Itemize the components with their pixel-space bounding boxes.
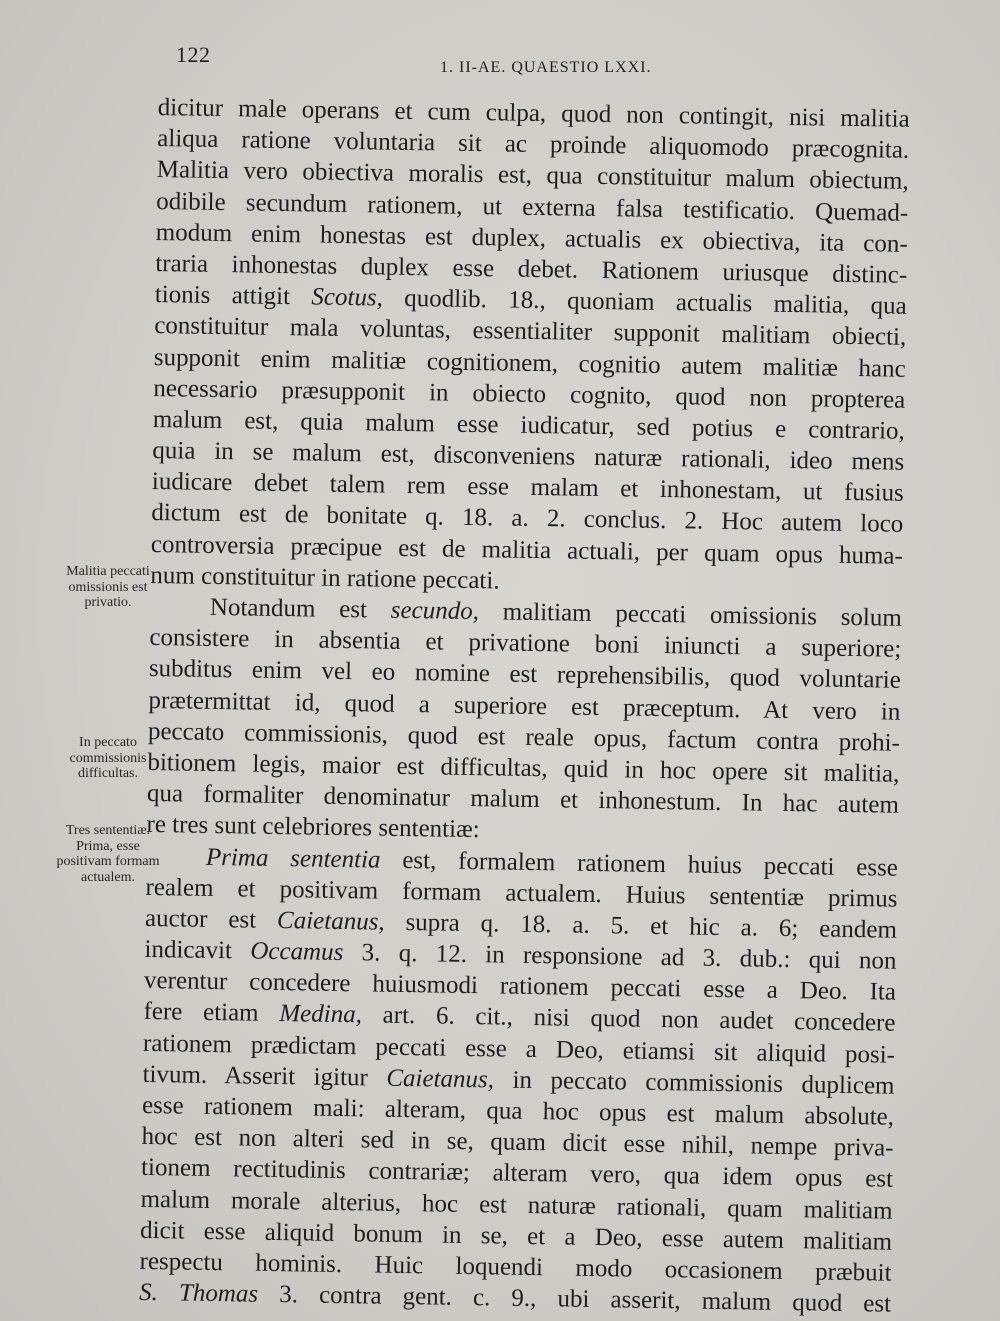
text-line: quia in se malum est, disconveniens naturæ rationali, ideo mens <box>152 437 905 476</box>
text-line: dicit esse aliquid bonum in se, et a Deo, esse autem malitiam <box>139 1216 893 1256</box>
text-line: dictum est de bonitate q. 18. a. 2. conclus. 2. Hoc autem loco <box>151 499 904 539</box>
body-text <box>139 92 910 1320</box>
text-line: realem et positivam formam actualem. Huius sententiæ primus <box>145 873 898 913</box>
emphasis: secundo, <box>390 596 480 626</box>
text-line: traria inhonestas duplex esse debet. Rationem uriusque distinc- <box>155 249 908 289</box>
author-name: Scotus, <box>311 283 384 312</box>
text-line: constituitur mala voluntas, essentialiter supponit malitiam obiecti, <box>154 312 907 352</box>
text-segment: auctor est <box>144 904 278 934</box>
text-line: supponit enim malitiæ cognitionem, cognitio autem malitiæ hanc <box>153 343 906 383</box>
emphasis: Prima sententia <box>205 843 381 874</box>
text-line: re tres sunt celebriores sententiæ: <box>146 811 480 844</box>
author-name: Caietanus, <box>276 906 385 936</box>
text-line: bitionem legis, maior est difficultas, quid in hoc opere sit malitia, <box>147 748 900 788</box>
page-number: 122 <box>176 42 211 67</box>
text-line: Malitia vero obiectiva moralis est, qua constituitur malum obiectum, <box>156 156 909 196</box>
author-name: Occamus <box>250 937 344 967</box>
text-segment: indicavit <box>144 935 251 965</box>
text-segment: 3. q. 12. in responsione ad 3. dub.: qui non <box>343 939 897 975</box>
text-line: peccato commissionis, quod est reale opus, factum contra prohi- <box>147 717 901 757</box>
text-line: consistere in absentia et privatione boni iniuncti a superiore; <box>149 624 902 663</box>
text-segment: quodlib. 18., quoniam actualis malitia, qua <box>382 284 907 320</box>
text-line: odibile secundum rationem, ut externa falsa testificatio. Quemad- <box>156 187 909 227</box>
marginal-note-commission: In peccato commissionis difficultas. <box>69 735 147 781</box>
marginal-note-omission: Malitia peccati omissionis est privatio. <box>66 564 150 610</box>
text-line: dicitur male operans et cum culpa, quod non contingit, nisi malitia <box>157 93 910 133</box>
text-line: num constituitur in ratione peccati. <box>150 561 500 595</box>
text-line: hoc est non alteri sed in se, quam dicit esse nihil, nempe priva- <box>141 1123 894 1162</box>
text-segment: malitiam peccati omissionis solum <box>478 598 903 632</box>
text-line: malum est, quia malum esse iudicatur, sed potius e contrario, <box>152 405 905 445</box>
text-segment: 3. contra gent. c. 9., ubi asserit, malum quod est <box>257 1280 892 1318</box>
author-name: S. Thomas <box>138 1278 259 1308</box>
text-line: iudicare debet talem rem esse malam et inhonestam, ut fusius <box>151 468 904 508</box>
text-line: aliqua ratione voluntaria sit ac proinde aliquomodo præcognita. <box>157 125 910 164</box>
text-line: controversia præcipue est de malitia actuali, per quam opus huma- <box>150 530 904 570</box>
text-segment: tionis attigit <box>154 281 312 311</box>
text-line: tionem rectitudinis contrariæ; alteram vero, qua idem opus est <box>140 1154 894 1194</box>
text-line: respectu hominis. Huic loquendi modo occasionem præbuit <box>139 1247 892 1287</box>
text-segment: fere etiam <box>143 998 280 1028</box>
text-segment: Notandum est <box>209 593 392 624</box>
text-segment: est, formalem rationem huius peccati esse <box>380 846 899 882</box>
marginal-note-three-opinions: Tres sententiæ. Prima, esse positivam formam actualem. <box>56 823 160 885</box>
text-segment: in peccato commissionis duplicem <box>493 1066 895 1100</box>
text-line: subditus enim vel eo nomine est reprehensibilis, quod voluntarie <box>148 655 902 695</box>
text-line: esse rationem mali: alteram, qua hoc opus est malum absolute, <box>141 1091 895 1131</box>
text-line: qua formaliter denominatur malum et inhonestum. In hac autem <box>146 780 900 819</box>
text-segment: supra q. 18. a. 5. et hic a. 6; eandem <box>384 908 898 944</box>
text-line: modum enim honestas est duplex, actualis ex obiectiva, ita con- <box>155 218 908 258</box>
author-name: Medina, <box>279 1000 363 1029</box>
text-line: verentur concedere huiusmodi rationem peccati esse a Deo. Ita <box>143 967 897 1006</box>
text-segment: art. 6. cit., nisi quod non audet concedere <box>361 1001 896 1038</box>
text-line: rationem prædictam peccati esse a Deo, etiamsi sit aliquid posi- <box>142 1029 896 1069</box>
running-title: 1. II-AE. QUAESTIO LXXI. <box>440 59 652 76</box>
text-segment: tivum. Asserit igitur <box>142 1060 387 1092</box>
author-name: Caietanus, <box>386 1064 495 1094</box>
text-line: prætermittat id, quod a superiore est præceptum. At vero in <box>148 686 901 726</box>
text-line: malum morale alterius, hoc est naturæ rationali, quam malitiam <box>140 1185 893 1225</box>
text-line: necessario præsupponit in obiecto cognito, quod non propterea <box>153 374 906 414</box>
